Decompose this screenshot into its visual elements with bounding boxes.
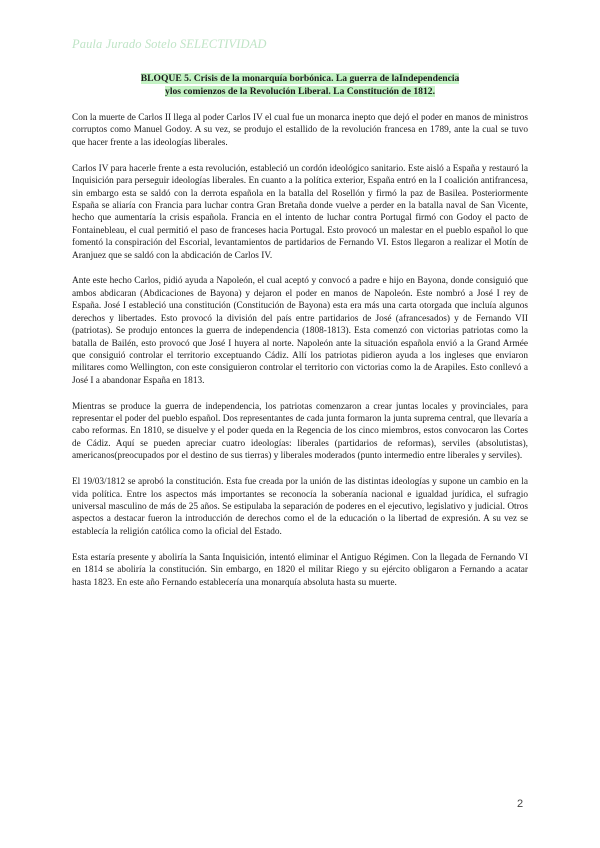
document-header: Paula Jurado Sotelo SELECTIVIDAD bbox=[72, 37, 267, 51]
paragraph: El 19/03/1812 se aprobó la constitución. Esta fue creada por la unión de las distintas ideologías y supone un cambio en la vida política. Entre los aspectos más importantes se reconocía la soberanía nacional e igualdad jurídica, el sufragio universal masculino de más de 25 años. Se estipulaba la separación de poderes en el ejecutivo, legislativo y judicial. Otros aspectos a destacar fueron la introducción de derechos como el de la educación o la libertad de expresión. A su vez se establecía la religión católica como la oficial del Estado. bbox=[72, 477, 528, 537]
paragraph: Mientras se produce la guerra de independencia, los patriotas comenzaron a crear juntas locales y provinciales, para representar el poder del pueblo español. Dos representantes de cada junta formaron la junta suprema central, que llevaría a cabo reformas. En 1810, se disuelve y el poder queda en la Regencia de los cinco miembros, estos convocaron las Cortes de Cádiz. Aquí se pueden apreciar cuatro ideologías: liberales (partidarios de reformas), serviles (absolutistas), americanos(preocupados por el destino de sus tierras) y liberales moderados (punto intermedio entre liberales y serviles). bbox=[72, 401, 528, 462]
section-title-line-1: BLOQUE 5. Crisis de la monarquía borbónica. La guerra de laIndependencia bbox=[140, 73, 460, 84]
page-number: 2 bbox=[517, 798, 524, 810]
paragraph: Con la muerte de Carlos II llega al poder Carlos IV el cual fue un monarca inepto que dejó el poder en manos de ministros corruptos como Manuel Godoy. A su vez, se produjo el estallido de la revolución francesa en 1789, ante la cual se tuvo que hacer frente a las ideologías liberales. bbox=[72, 113, 528, 148]
paragraph: Esta estaría presente y aboliría la Santa Inquisición, intentó eliminar el Antiguo Régimen. Con la llegada de Fernando VI en 1814 se aboliría la constitución. Sin embargo, en 1820 el militar Riego y su ejército obligaron a Fernando a acatar hasta 1823. En este año Fernando establecería una monarquía absoluta hasta su muerte. bbox=[72, 552, 528, 588]
section-title-line-2: ylos comienzos de la Revolución Liberal. La Constitución de 1812. bbox=[165, 86, 435, 97]
document-body bbox=[72, 112, 528, 602]
section-title bbox=[72, 72, 528, 98]
paragraph: Ante este hecho Carlos, pidió ayuda a Napoleón, el cual aceptó y convocó a padre e hijo en Bayona, donde consiguió que ambos abdicaran (Abdicaciones de Bayona) y dejaron el poder en manos de Napoleón. Este nombró a José I rey de España. José I estableció una constitución (Constitución de Bayona) esta era más una carta otorgada que incluía algunos derechos y libertades. Esto provocó la división del país entre partidarios de José (afrancesados) y de Fernando VII (patriotas). Se produjo entonces la guerra de independencia (1808-1813). Esta comenzó con victorias patriotas como la batalla de Bailén, esto provocó que José I huyera al norte. Napoleón ante la situación española envió a la Grand Armée que consiguió controlar el territorio exceptuando Cádiz. Allí los patriotas pidieron ayuda a los ingleses que enviaron militares como Wellington, con este consiguieron controlar el territorio con victorias como la de Arapiles. Esto conllevó a José I a abandonar España en 1813. bbox=[72, 276, 528, 386]
paragraph: Carlos IV para hacerle frente a esta revolución, estableció un cordón ideológico sanitario. Este aisló a España y restauró la Inquisición para perseguir ideologías liberales. En cuanto a la política exterior, España entró en la I coalición antifrancesa, sin embargo esta se saldó con la derrota española en la batalla del Rosellón y firmó la paz de Basilea. Posteriormente España se aliaría con Francia para luchar contra Gran Bretaña donde vuelve a perder en la batalla naval de San Vicente, hecho que aumentaría la crisis española. Francia en el intento de luchar contra Portugal firmó con Godoy el pacto de Fontainebleau, el cual permitió el paso de franceses hacia Portugal. Esto provocó un malestar en el pueblo español lo que fomentó la conspiración del Escorial, levantamientos de partidarios de Fernando VI. Estos llegaron a realizar el Motín de Aranjuez que se saldó con la abdicación de Carlos IV. bbox=[72, 163, 528, 261]
